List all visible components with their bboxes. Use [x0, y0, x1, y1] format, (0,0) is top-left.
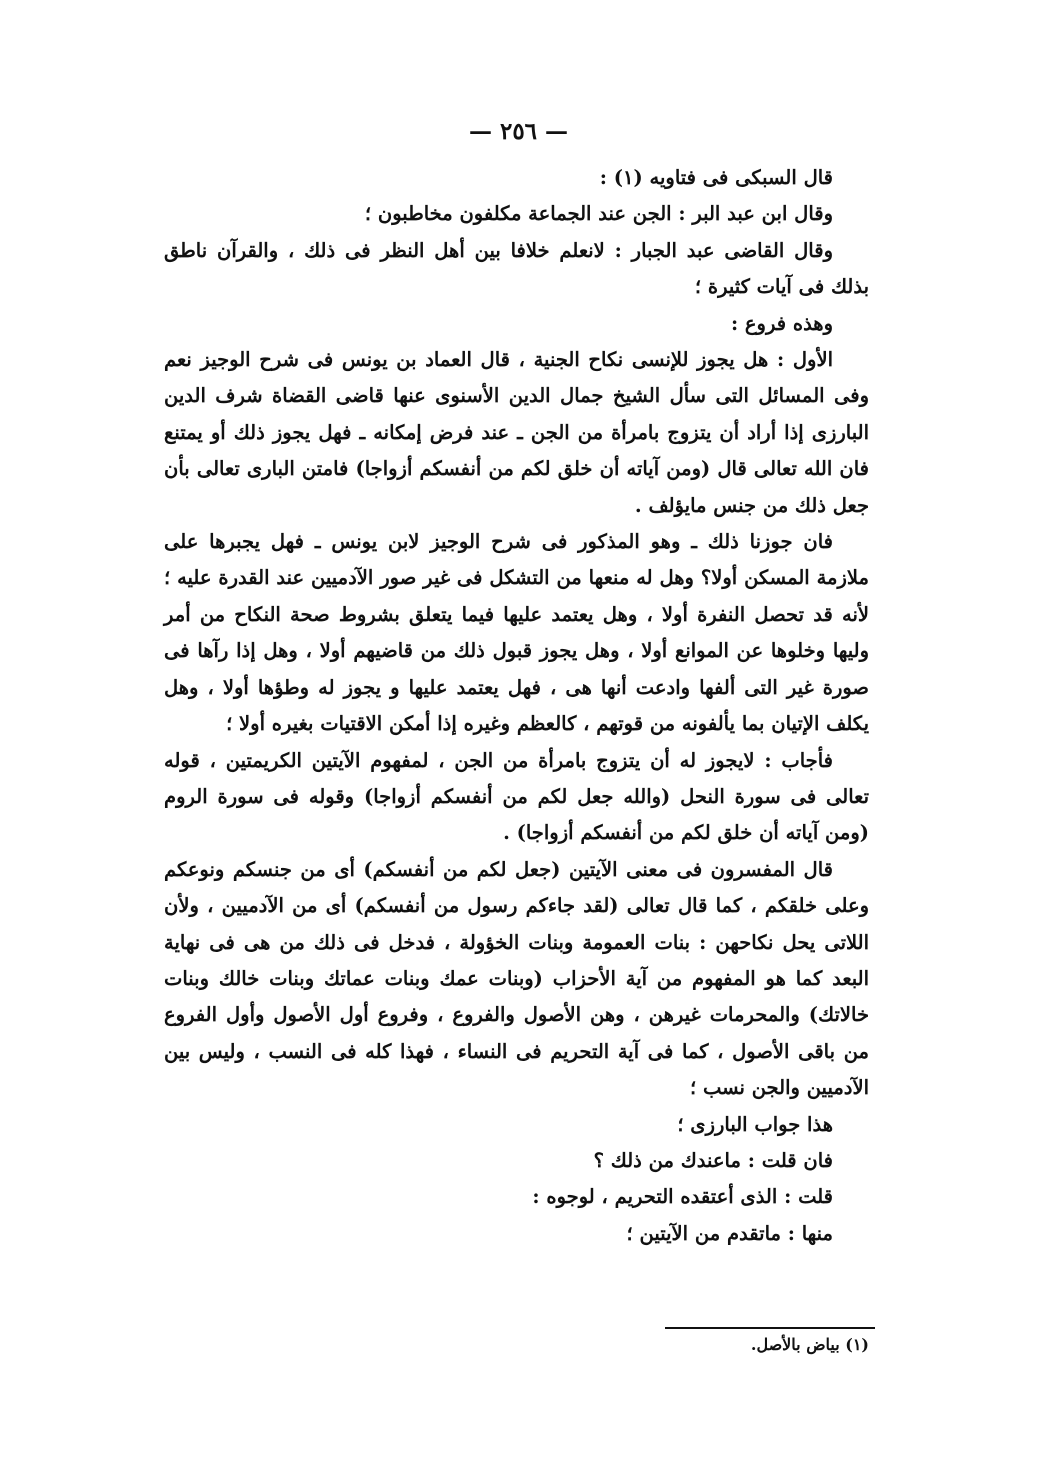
body-text [164, 160, 869, 1252]
paragraph-heading: قال السبكى فى فتاويه (١) : [599, 166, 833, 189]
paragraph-qadi-abd-al-jabbar: وقال القاضى عبد الجبار : لانعلم خلافا بين أهل النظر فى ذلك ، والقرآن ناطق بذلك فى آيات كثيرة ؛ [164, 238, 869, 299]
paragraph-answer: فأجاب : لايجوز له أن يتزوج بامرأة من الجن ، لمفهوم الآيتين الكريمتين ، قوله تعالى فى سورة النحل (والله جعل لكم من أنفسكم أزواجا) وقوله فى سورة الروم (ومن آياته أن خلق لكم من أنفسكم أزواجا) . [164, 748, 869, 845]
paragraph-branches: وهذه فروع : [730, 311, 833, 335]
footnote-divider [665, 1327, 875, 1329]
paragraph-question: فان قلت : ماعندك من ذلك ؟ [593, 1148, 833, 1172]
page-number: — ٢٥٦ — [468, 118, 569, 145]
footnote: (١) بياض بالأصل. [750, 1335, 869, 1354]
paragraph-reply: قلت : الذى أعتقده التحريم ، لوجوه : [532, 1185, 833, 1209]
paragraph-barizi-answer: هذا جواب البارزى ؛ [677, 1112, 833, 1136]
paragraph-follow-up-questions: فان جوزنا ذلك ـ وهو المذكور فى شرح الوجيز لابن يونس ـ فهل يجبرها على ملازمة المسكن أولا؟ وهل له منعها من التشكل فى غير صور الآدميين عند القدرة عليه ؛ لأنه قد تحصل النفرة أولا ، وهل يعتمد عليها فيما يتعلق بشروط صحة النكاح من أمر وليها وخلوها عن الموانع أولا ، وهل يجوز قبول ذلك من قاضيهم أولا ، وهل إذا رآها فى صورة غير التى ألفها وادعت أنها هى ، فهل يعتمد عليها و يجوز له وطؤها أولا ، وهل يكلف الإتيان بما يألفونه من قوتهم ، كالعظم وغيره إذا أمكن الاقتيات بغيره أولا ؛ [164, 530, 869, 736]
paragraph-first-question: الأول : هل يجوز للإنسى نكاح الجنية ، قال العماد بن يونس فى شرح الوجيز نعم وفى المسائل التى سأل الشيخ جمال الدين الأسنوى عنها قاضى القضاة شرف الدين البارزى إذا أراد أن يتزوج بامرأة من الجن ـ عند فرض إمكانه ـ فهل يجوز ذلك أو يمتنع فان الله تعالى قال (ومن آياته أن خلق لكم من أنفسكم أزواجا) فامتن البارى تعالى بأن جعل ذلك من جنس مايؤلف . [164, 348, 869, 517]
paragraph-commentators: قال المفسرون فى معنى الآيتين (جعل لكم من أنفسكم) أى من جنسكم ونوعكم وعلى خلقكم ، كما قال تعالى (لقد جاءكم رسول من أنفسكم) أى من الآدميين ، ولأن اللاتى يحل نكاحهن : بنات العمومة وبنات الخؤولة ، فدخل فى ذلك من هى فى نهاية البعد كما هو المفهوم من آية الأحزاب (وبنات عمك وبنات عماتك وبنات خالك وبنات خالاتك) والمحرمات غيرهن ، وهن الأصول والفروع ، وفروع أول الأصول وأول الفروع من باقى الأصول ، كما فى آية التحريم فى النساء ، فهذا كله فى النسب ، وليس بين الآدميين والجن نسب ؛ [164, 857, 869, 1100]
paragraph-ibn-abd-al-barr: وقال ابن عبد البر : الجن عند الجماعة مكلفون مخاطبون ؛ [364, 202, 833, 226]
paragraph-first-reason: منها : ماتقدم من الآيتين ؛ [626, 1221, 833, 1245]
